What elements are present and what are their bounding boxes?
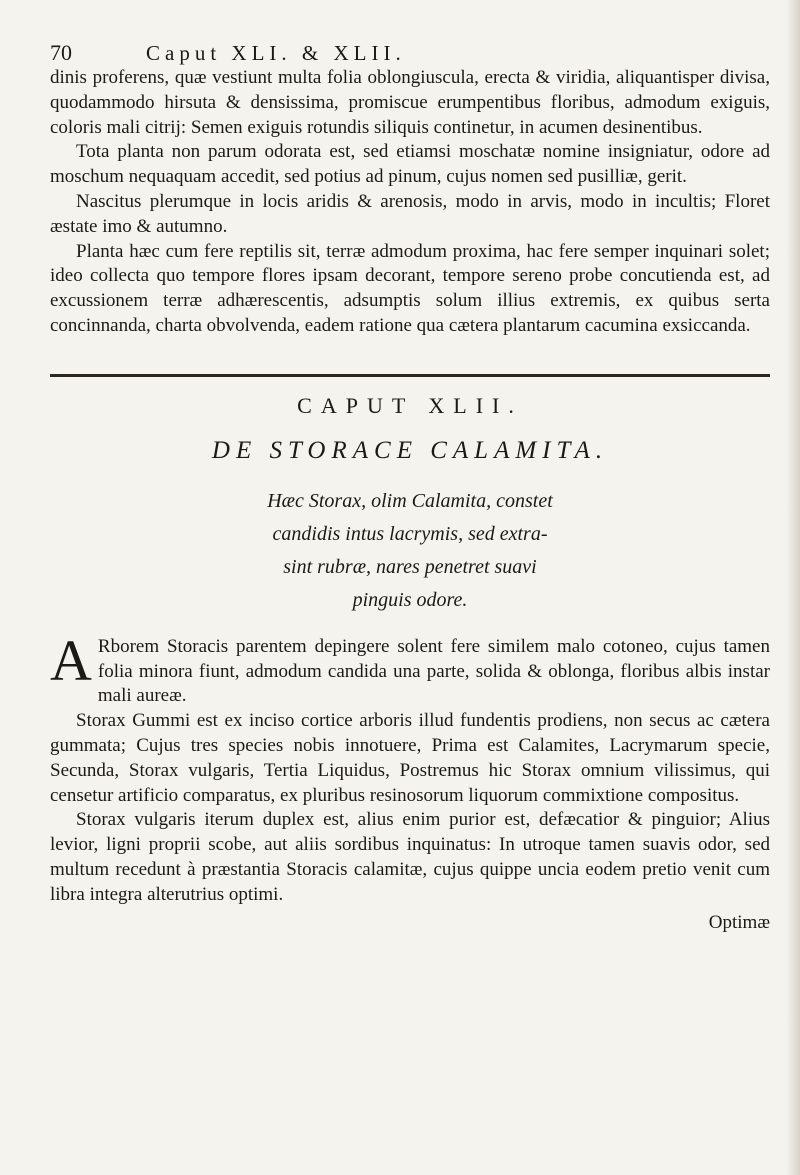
section-title: DE STORACE CALAMITA. bbox=[211, 436, 609, 464]
body-paragraph: Storax Gummi est ex inciso cortice arboris illud fundentis prodiens, non secus ac cætera gummata; Cujus tres species nobis innotuere, Prima est Calamites, Lacrymarum specie, Secunda, Storax vulgaris, Tertia Liquidus, Postremus hic Storax omnium vilissimus, qui censetur artificio comparatus, ex pluribus resinosorum liquorum commixtione compositus. bbox=[50, 710, 770, 806]
intro-paragraph: Tota planta non parum odorata est, sed etiamsi moschatæ nomine insigniatur, odore ad moschum nequaquam accedit, sed potius ad pinum, cujus nomen sed pusilliæ, gerit. bbox=[50, 141, 770, 188]
epigraph-line: pinguis odore. bbox=[352, 588, 468, 611]
epigraph bbox=[50, 485, 770, 617]
running-head bbox=[50, 40, 770, 66]
intro-paragraph: Planta hæc cum fere reptilis sit, terræ admodum proxima, hac fere semper inquinari solet; ideo collecta quo tempore flores ipsam decorant, tempore sereno probe concutienda est, ad excussionem terræ adhærescentis, adsumptis solum illius extremis, ex quibus serta concinnanda, charta obvolvenda, eadem ratione qua cætera plantarum cacumina exsiccanda. bbox=[50, 240, 770, 336]
section-divider bbox=[50, 374, 770, 377]
intro-paragraph: Nascitus plerumque in locis aridis & arenosis, modo in arvis, modo in incultis; Floret æstate imo & autumno. bbox=[50, 190, 770, 237]
drop-cap: A bbox=[50, 627, 92, 693]
page-number: 70 bbox=[50, 40, 72, 65]
epigraph-line: candidis intus lacrymis, sed extra- bbox=[272, 522, 548, 545]
page-edge-shadow bbox=[786, 0, 800, 1175]
chapter-reference: Caput XLI. & XLII. bbox=[146, 41, 406, 65]
body-paragraph-text: Rborem Storacis parentem depingere solent fere similem malo cotoneo, cujus tamen folia minora fiunt, admodum candida una parte, solida & oblonga, floribus albis instar mali aureæ. bbox=[97, 635, 770, 707]
chapter-title: CAPUT XLII. bbox=[297, 392, 523, 418]
intro-paragraph: dinis proferens, quæ vestiunt multa folia oblongiuscula, erecta & viridia, aliquantisper divisa, quodammodo hirsuta & densissima, promiscue erumpentibus floribus, admodum exiguis, coloris mali citrij: Semen exiguis rotundis siliquis continetur, in acumen desinentibus. bbox=[50, 67, 770, 138]
body-paragraph: Storax vulgaris iterum duplex est, alius enim purior est, defæcatior & pinguior; Alius levior, ligni proprii scobe, aut aliis sordibus inquinatus: In utroque tamen suavis odor, sed multum recedunt à præstantia Storacis calamitæ, cujus quippe uncia eodem pretio venit cum libra integra alterutrius optimi. bbox=[50, 809, 770, 905]
epigraph-line: Hæc Storax, olim Calamita, constet bbox=[267, 489, 553, 512]
book-page bbox=[50, 40, 770, 934]
catchword: Optimæ bbox=[708, 911, 770, 933]
epigraph-line: sint rubræ, nares penetret suavi bbox=[283, 555, 537, 578]
body-paragraph bbox=[50, 627, 770, 709]
